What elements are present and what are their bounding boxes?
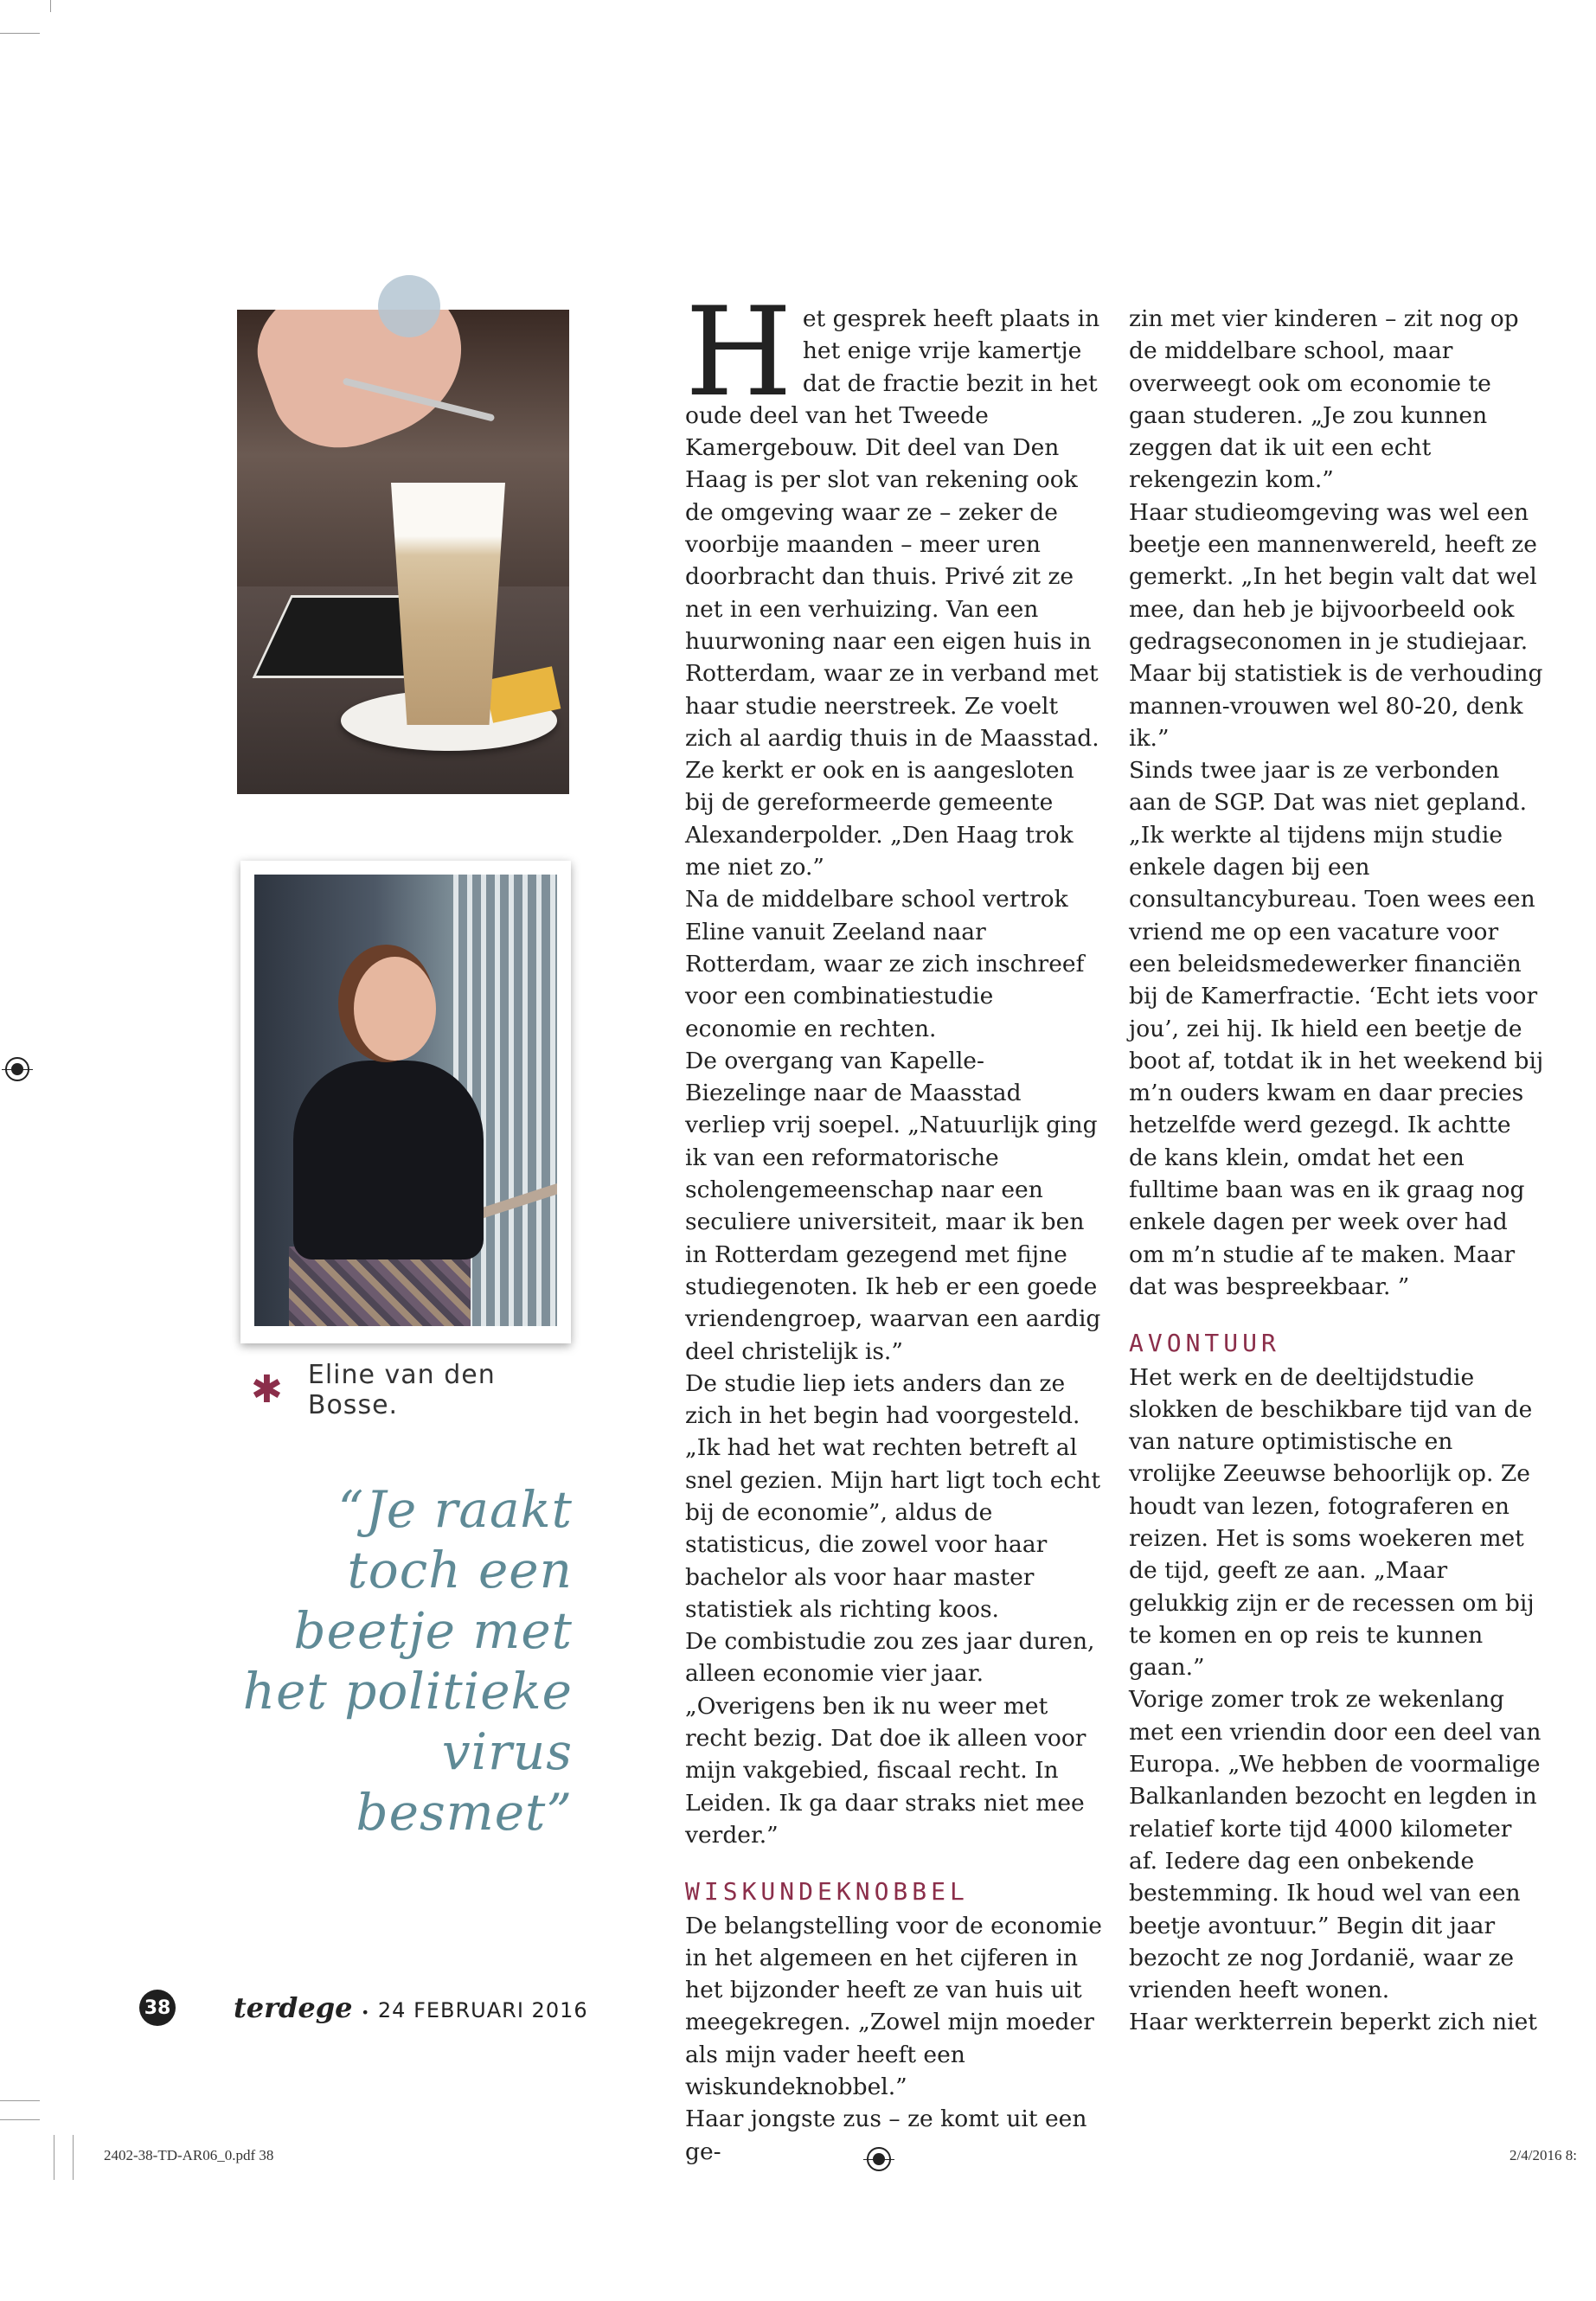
article-column-1 [685, 281, 1103, 2168]
latte-photo [237, 310, 569, 794]
paragraph: zin met vier kinderen – zit nog op de middelbare school, maar overweegt ook om economie te gaan studeren. „Je zou kunnen zeggen dat ik uit een echt rekengezin kom.” [1129, 305, 1519, 494]
print-timestamp: 2/4/2016 8: [1509, 2147, 1577, 2163]
pin-icon [378, 275, 440, 337]
crop-mark [0, 2100, 40, 2101]
paragraph: et gesprek heeft plaats in het enige vrije kamertje dat de fractie bezit in het oude deel van het Tweede Kamergebouw. Dit deel van Den Haag is per slot van rekening ook de omgeving waar ze – zeker de voorbije maanden – meer uren doorbracht dan thuis. Privé zit ze net in een verhuizing. Van een huurwoning naar een eigen huis in Rotterdam, waar ze in verband met haar studie neerstreek. Ze voelt zich al aardig thuis in de Maasstad. Ze kerkt er ook en is aangesloten bij de gereformeerde gemeente Alexanderpolder. „Den Haag trok me niet zo.” [685, 305, 1100, 881]
separator: • [361, 2004, 369, 2021]
section-heading: AVONTUUR [1129, 1329, 1280, 1358]
drop-cap: H [685, 281, 792, 424]
paragraph: De studie liep iets anders dan ze zich in het begin had voorgesteld. „Ik had het wat rechten betreft al snel gezien. Mijn hart ligt toch echt bij de economie”, aldus de statisticus, die zowel voor haar bachelor als voor haar master statistiek als richting koos. [685, 1369, 1101, 1623]
pull-quote: “Je raakt toch een beetje met het politieke virus besmet” [242, 1480, 573, 1842]
crop-mark [0, 2119, 40, 2120]
caption-text: Eline van den Bosse. [307, 1360, 496, 1420]
page-number: 38 [139, 1990, 176, 2026]
paragraph: De overgang van Kapelle-Biezelinge naar de Maasstad verliep vrij soepel. „Natuurlijk ging ik van een reformatorische scholengemeenschap naar een seculiere universiteit, maar ik ben in Rotterdam gezegend met fijne studiegenoten. Ik heb er een goede vriendengroep, waarvan een aardig deel christelijk is.” [685, 1047, 1101, 1365]
latte-glass [391, 483, 505, 725]
print-slug: 2402-38-TD-AR06_0.pdf 38 [104, 2147, 274, 2163]
photo-caption [251, 1360, 580, 1420]
paragraph: Sinds twee jaar is ze verbonden aan de SGP. Dat was niet gepland. „Ik werkte al tijdens mijn studie enkele dagen bij een consultancybureau. Toen wees een vriend me op een vacature voor een beleidsmedewerker financiën bij de Kamerfractie. ‘Echt iets voor jou’, zei hij. Ik hield een beetje de boot af, totdat ik in het weekend bij m’n ouders kwam en daar precies hetzelfde werd gezegd. Ik achtte de kans klein, omdat het een fulltime baan was en ik graag nog enkele dagen per week over had om m’n studie af te maken. Maar dat was bespreekbaar. ” [1129, 757, 1544, 1300]
portrait-photo [254, 875, 557, 1326]
person-head [354, 957, 436, 1061]
paragraph: Na de middelbare school vertrok Eline vanuit Zeeland naar Rotterdam, waar ze zich inschreef voor een combinatiestudie economie en rechten. [685, 886, 1085, 1042]
paragraph: Haar werkterrein beperkt zich niet [1129, 2009, 1537, 2036]
person-body [293, 1061, 484, 1259]
crop-mark [50, 0, 51, 12]
paragraph: De combistudie zou zes jaar duren, alleen economie vier jaar. „Overigens ben ik nu weer met recht bezig. Dat doe ik alleen voor mijn vakgebied, fiscaal recht. In Leiden. Ik ga daar straks niet mee verder.” [685, 1628, 1095, 1849]
article-column-2 [1129, 303, 1544, 2039]
star-icon: ✱ [251, 1368, 284, 1412]
paragraph: Het werk en de deeltijdstudie slokken de beschikbare tijd van de van nature optimistische en vrolijke Zeeuwse behoorlijk op. Ze houdt van lezen, fotograferen en reizen. Het is soms woekeren met de tijd, geeft ze aan. „Maar gelukkig zijn er de recessen om bij te komen en op reis te kunnen gaan.” [1129, 1363, 1535, 1682]
portrait-photo-frame [240, 861, 571, 1343]
issue-date: 24 FEBRUARI 2016 [377, 1998, 588, 2022]
crop-mark [73, 2135, 74, 2180]
magazine-footer [234, 1991, 588, 2024]
paragraph: Haar jongste zus – ze komt uit een ge- [685, 2106, 1087, 2165]
paragraph: Haar studieomgeving was wel een beetje een mannenwereld, heeft ze gemerkt. „In het begin valt dat wel mee, dan heb je bijvoorbeeld ook gedragseconomen in je studiejaar. Maar bij statistiek is de verhouding mannen-vrouwen wel 80-20, denk ik.” [1129, 498, 1543, 752]
magazine-brand: terdege [234, 1991, 353, 2024]
registration-mark-icon [5, 1057, 29, 1081]
crop-mark [0, 33, 40, 34]
paragraph: Vorige zomer trok ze wekenlang met een vriendin door een deel van Europa. „We hebben de voormalige Balkanlanden bezocht en legden in relatief korte tijd 4000 kilometer af. Iedere dag een onbekende bestemming. Ik houd wel van een beetje avontuur.” Begin dit jaar bezocht ze nog Jordanië, waar ze vrienden heeft wonen. [1129, 1686, 1542, 2004]
paragraph: De belangstelling voor de economie in het algemeen en het cijferen in het bijzonder heeft ze van huis uit meegekregen. „Zowel mijn moeder als mijn vader heeft een wiskundeknobbel.” [685, 1912, 1102, 2101]
section-heading: WISKUNDEKNOBBEL [685, 1877, 969, 1907]
